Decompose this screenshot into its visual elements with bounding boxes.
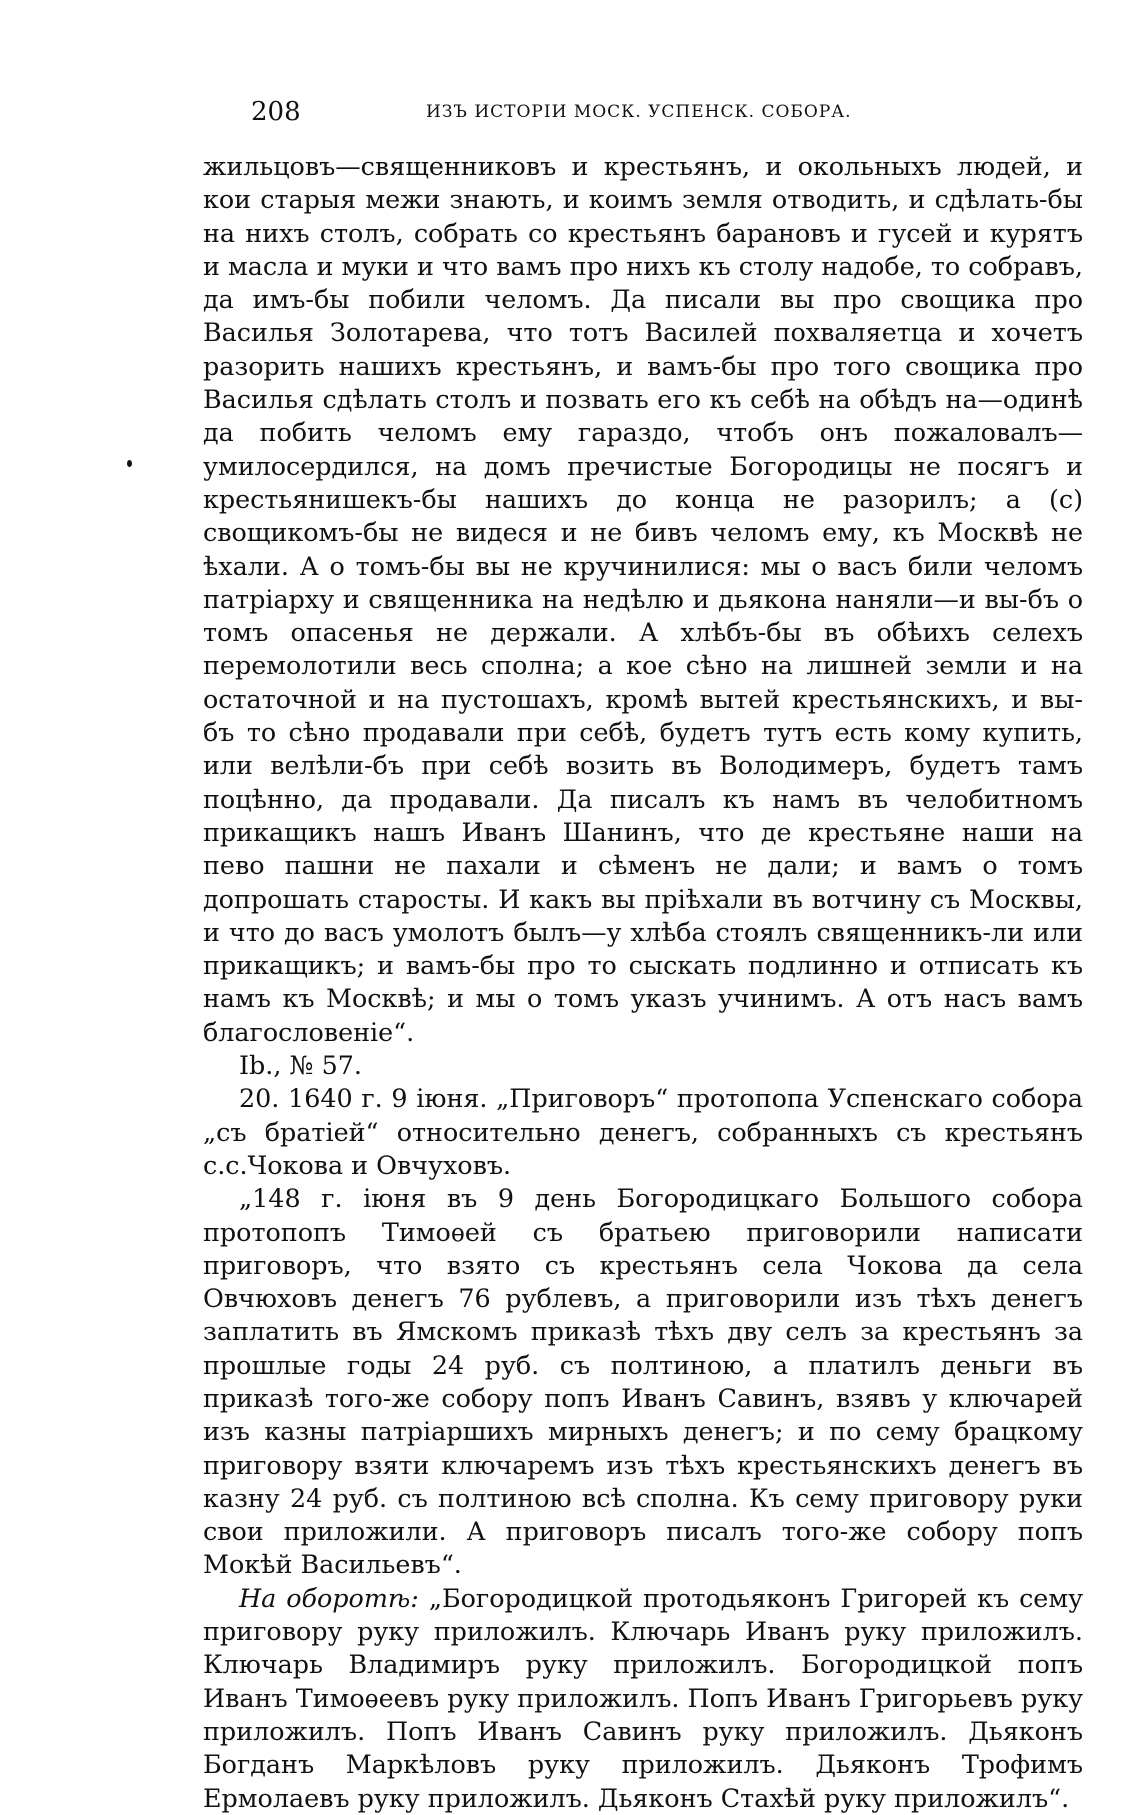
paragraph-reverse-side (203, 1582, 1083, 1815)
reverse-side-label: На оборотѣ: (239, 1582, 419, 1613)
reverse-side-text: „Богородицкой протодьяконъ Григорей къ сему приговору руку приложилъ. Ключарь Иванъ руку приложилъ. Ключарь Владимиръ руку приложилъ. Богородицкой попъ Иванъ Тимоѳеевъ руку приложилъ. Попъ Иванъ Григорьевъ руку приложилъ. Попъ Иванъ Савинъ руку приложилъ. Дьяконъ Богданъ Маркѣловъ руку приложилъ. Дьяконъ Трофимъ Ермолаевъ руку приложилъ. Дьяконъ Стахѣй руку приложилъ“. (203, 1582, 1084, 1813)
paragraph-entry-heading: 20. 1640 г. 9 іюня. „Приговоръ“ протопопа Успенскаго собора „съ братіей“ относительно денегъ, собранныхъ съ крестьянъ с.с.Чокова и Овчуховъ. (203, 1083, 1083, 1180)
paragraph-verdict: „148 г. іюня въ 9 день Богородицкаго Большого собора протопопъ Тимоѳей съ братьею приговорили написати приговоръ, что взято съ крестьянъ села Чокова да села Овчюховъ денегъ 76 рублевъ, а приговорили изъ тѣхъ денегъ заплатить въ Ямскомъ приказѣ тѣхъ дву селъ за крестьянъ за прошлые годы 24 руб. съ полтиною, а платилъ деньги въ приказѣ того-же собору попъ Иванъ Савинъ, взявъ у ключарей изъ казны патріаршихъ мирныхъ денегъ; и по сему брацкому приговору взяти ключаремъ изъ тѣхъ крестьянскихъ денегъ въ казну 24 руб. съ полтиною всѣ сполна. Къ сему приговору руки свои приложили. А приговоръ писалъ того-же собору попъ Мокѣй Васильевъ“. (203, 1183, 1083, 1580)
reference-line: Ib., № 57. (239, 1050, 362, 1081)
paragraph-letter: жильцовъ—священниковъ и крестьянъ, и окольныхъ людей, и кои старыя межи знають, и коимъ земля отводить, и сдѣлать-бы на нихъ столъ, собрать со крестьянъ барановъ и гусей и курятъ и масла и муки и что вамъ про нихъ къ столу надобе, то собравъ, да имъ-бы побили челомъ. Да писали вы про свощика про Василья Золотарева, что тотъ Василей похваляетца и хочетъ разорить нашихъ крестьянъ, и вамъ-бы про того свощика про Василья сдѣлать столъ и позвать его къ себѣ на обѣдъ на—одинѣ да побить челомъ ему гараздо, чтобъ онъ пожаловалъ—умилосердился, на домъ пречистые Богородицы не посягъ и крестьянишекъ-бы нашихъ до конца не разорилъ; а (с) свощикомъ-бы не видеся и не бивъ челомъ ему, къ Москвѣ не ѣхали. А о томъ-бы вы не кручинилися: мы о васъ били челомъ патріарху и священника на недѣлю и дьякона наняли—и вы-бъ о томъ опасенья не держали. А хлѣбъ-бы въ обѣихъ селехъ перемолотили весь сполна; а кое сѣно на лишней земли и на остаточной и на пустошахъ, кромѣ вытей крестьянскихъ, и вы-бъ то сѣно продавали при себѣ, будетъ тутъ есть кому купить, или велѣли-бъ при себѣ возить въ Володимеръ, будетъ тамъ поцѣнно, да продавали. Да писалъ къ намъ въ челобитномъ прикащикъ нашъ Иванъ Шанинъ, что де крестьяне наши на пево пашни не пахали и сѣменъ не дали; и вамъ о томъ допрошать старосты. И какъ вы прiѣхали въ вотчину съ Москвы, и что до васъ умолотъ былъ—у хлѣба стоялъ священникъ-ли или прикащикъ; и вамъ-бы про то сыскать подлинно и отписать къ намъ къ Москвѣ; и мы о томъ указъ учинимъ. А отъ насъ вамъ благословеніе“. (203, 151, 1083, 1047)
running-head: ИЗЪ ИСТОРІИ МОСК. УСПЕНСК. СОБОРА. (426, 102, 852, 122)
page-header (251, 96, 871, 128)
body-text (203, 150, 1083, 1815)
margin-mark (127, 460, 132, 467)
page-number: 208 (251, 97, 301, 127)
